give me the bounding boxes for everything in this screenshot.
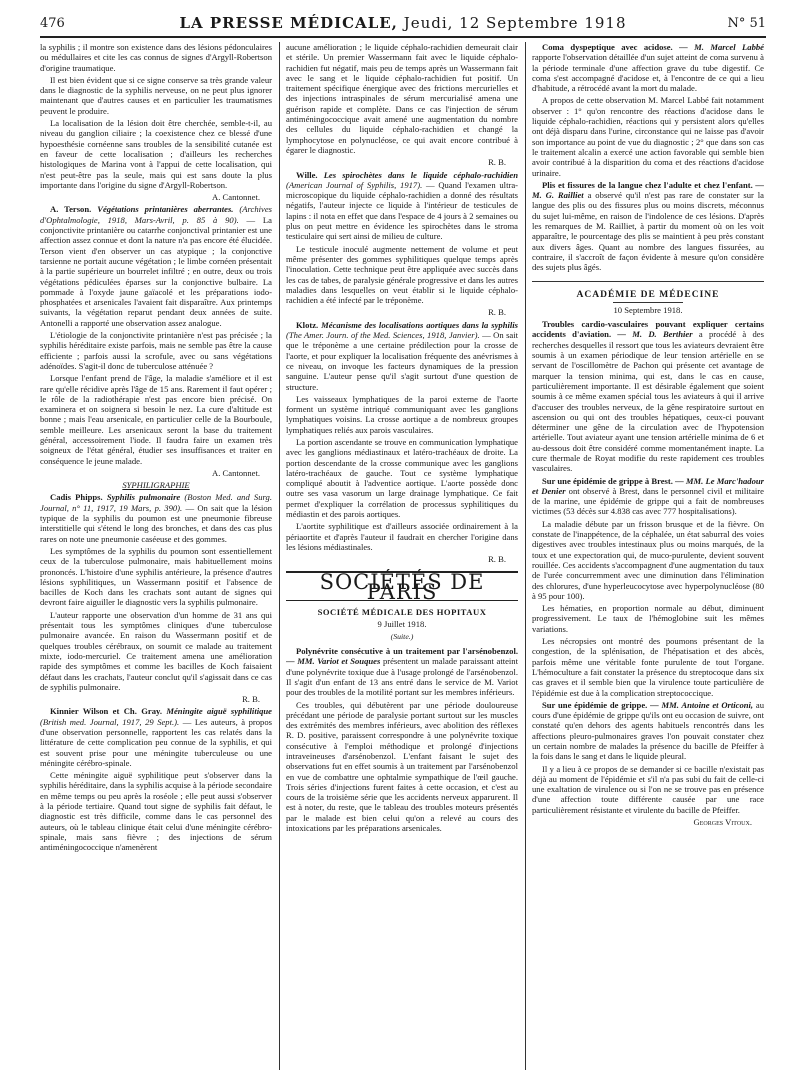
paragraph: L'étiologie de la conjonctivite printanière n'est pas précisée ; la syphilis héréditaire existe parfois, mais ne semble pas être la cause efficiente ; parfois aussi la scrofule, avec ou sans végétations adénoïdes. S'agit-il donc de tuberculose atténuée ? — [40, 330, 272, 371]
article-title: Coma dyspeptique avec acidose. — [542, 42, 673, 52]
article-title: Végétations printanières aberrantes. — [97, 204, 234, 215]
signature: R. B. — [488, 554, 506, 565]
paragraph: Ces troubles, qui débutèrent par une période douloureuse précédant une période de paralysie portant surtout sur les muscles des extrémités des membres inférieurs, avec abolition des réflexes R. D. positive, paraissent correspondre à une polynévrite toxique consécutive à l'emploi méthodique et prolongé d'injections intraveineuses d'arsénobenzol. L'enfant faisant le sujet des observations fut en effet soumis à un traitement par l'arsénobenzol en vue de combattre une ophtalmie sympathique de l'œil gauche. Trois séries d'injections furent faites à cette occasion, et c'est au cours de la troisième série que les accidents nerveux apparurent. Il est à noter, du reste, que le tableau des troubles moteurs présentés par le malade est bien celui qu'on a relevé au cours des intoxications par les préparations arsenicales. — [286, 699, 518, 834]
article-reference: (The Amer. Journ. of the Med. Sciences, 1918, Janvier). — [286, 330, 480, 341]
article-text: ont observé à Brest, dans le personnel civil et militaire de la marine, une épidémie de grippe qui a fait de nombreuses victimes (53 décès sur 4.838 cas avec 777 hospitalisations). — [532, 485, 764, 517]
paragraph: Les nécropsies ont montré des poumons présentant de la congestion, de la splénisation, de l'hépatisation et des abcès, parfois même une véritable fonte purulente de tout l'organe. L'hémoculture a fait constater la présence du streptocoque dans six cas graves et il semble bien que la virulence toute particulière de l'épidémie est due à la complication streptococcique. — [532, 636, 764, 698]
article-title: Mécanisme des localisations aortiques dans la syphilis — [321, 319, 518, 330]
masthead — [40, 14, 766, 32]
session-date: 9 Juillet 1918. — [377, 619, 427, 630]
article-text: a procédé à des recherches desquelles il ressort que tous les aviateurs devraient être soumis à un examen périodique de leur tension artérielle en se servant de l'oscillomètre de Pachon qui présente cet avantage de marquer la tension minima, qui est, dans le cas en cause, particulièrement importante. Il est désirable également que soient soumis à ce même examen spécial tous les aviateurs à qui il arrive d'accuser des troubles nerveux, de la gêne respiratoire surtout en ascension ou qui ont des troubles hépatiques, ceux-ci pouvant déterminer une gêne de la circulation avec de l'hypotension artérielle. Tout aviateur ayant une tension artérielle minima de 6 et au-dessous doit être considéré comme momentanément inapte. La cure thermale de Royat modifie du reste rapidement ces troubles vasculaires. — [532, 329, 764, 474]
page-header — [40, 14, 766, 34]
article-klotz — [286, 320, 518, 392]
column-2 — [286, 42, 518, 1070]
article-title: Polynévrite consécutive à un traitement par l'arsénobenzol. — [296, 646, 518, 657]
societies-banner: SOCIÉTÉS DE PARIS — [286, 571, 518, 602]
article-author: — M. G. Railliet — [532, 179, 764, 201]
article-wille — [286, 170, 518, 242]
paragraph: Les symptômes de la syphilis du poumon sont essentiellement ceux de la tuberculose pulmonaire, mais habituellement moins prononcés. L'histoire d'une syphilis antérieure, la présence d'autres lésions syphilitiques, un Wassermann positif et l'absence de bacilles de Koch dans les crachats sont autant de signes qui devront faire aiguiller le diagnostic vers la syphilis pulmonaire. — [40, 545, 272, 608]
session-date: 10 Septembre 1918. — [613, 304, 683, 315]
paragraph: La portion ascendante se trouve en communication lymphatique avec les ganglions médiastinaux et latéro-trachéaux de droite. La portion descendante de la crosse communique avec les ganglions latéro-trachéaux de gauche. Tout ce système lymphatique compliqué aboutit à l'adventice aortique. L'aorte possède donc outre ses vasa vasorum un large drainage lymphatique. Ce fait permet d'expliquer la corrélation de processus syphilitiques du médiastin et des parois aortiques. — [286, 436, 518, 520]
article-text: — On sait que le tréponème a une certaine prédilection pour la crosse de l'aorte, et pour expliquer la localisation fréquente des anévrismes à ce niveau, on invoque les facteurs dynamiques de la pression sanguine. L'auteur pense qu'il s'agit surtout d'une question de structure. — [286, 330, 518, 392]
paragraph: Les vaisseaux lymphatiques de la paroi externe de l'aorte forment un système intriqué communiquant avec les ganglions lymphatiques voisins. La crosse aortique a de nombreux groupes lymphatiques reliés aux parois vasculaires. — [286, 393, 518, 435]
signature: Georges Vitoux. — [693, 817, 752, 828]
paragraph: Il est bien évident que si ce signe conserve sa très grande valeur dans le diagnostic de la syphilis nerveuse, on ne peut plus ignorer maintenant que d'autres causes et en particulier les traumatismes peuvent le produire. — [40, 74, 272, 116]
article-author: Klotz. — [296, 319, 319, 330]
paragraph: Il y a lieu à ce propos de se demander si ce bacille n'existait pas déjà au moment de l'épidémie et s'il n'a pas subi du fait de celle-ci une exaltation de virulence ou si l'on ne se trouve pas en présence d'une affection toute différente causée par une race particulièrement résistante et virulente du bacille de Pfeiffer. — [532, 763, 764, 815]
article-text: — La conjonctivite printanière ou catarrhe conjonctival printanier est une affection assez connue et dont la nature n'a pas encore été élucidée. Terson vient d'en observer un cas atypique ; la conjonctive tarsienne ne portait aucune végétation ; le limbe cornéen présentait à la partie supérieure un bourrelet infiltré ; en outre, deux ou trois végétations pédiculées éparses sur la conjonctive bulbaire. La pommade à l'oxyde jaune gaïacolé et les préparations iodo-phosphatées et arsenicales l'avaient fait disparaître. Aux printemps suivants, la végétation reparut pendant deux années de suite. Antonelli a rapporté une observation assez analogue. — [40, 214, 272, 328]
academy-rule — [613, 302, 683, 303]
article-title: Plis et fissures de la langue chez l'adulte et chez l'enfant. — [542, 179, 753, 190]
article-text: — Quand l'examen ultra-microscopique du liquide céphalo-rachidien a donné des résultats négatifs, l'auteur injecte ce liquide à l'intérieur de testicules de lapins : il nota en effet que dans l'espace de 4 jours à 2 semaines ou plus on peut mettre en évidence les spirochètes dans le stroma testiculaire qui sert ainsi de milieu de culture. — [286, 179, 518, 242]
signature: A. Cantonnet. — [212, 467, 260, 478]
academy-title: ACADÉMIE DE MÉDECINE — [576, 289, 720, 300]
column-divider — [279, 42, 280, 1070]
issue-date: Jeudi, 12 Septembre 1918 — [403, 14, 627, 32]
article-author: Kinnier Wilson et Ch. Gray. — [50, 706, 162, 717]
article-title: Sur une épidémie de grippe. — [542, 699, 648, 710]
article-author: — MM. Variot et Souques — [286, 656, 381, 667]
article-author: Cadis Phipps. — [50, 492, 103, 503]
paragraph: La localisation de la lésion doit être cherchée, semble-t-il, au niveau du ganglion ciliaire ; la coexistence chez ce blessé d'une hypoesthésie cornéenne sans troubles de la sensibilité cutanée est en faveur de cette localisation ; d'ailleurs les recherches histologiques de Marina vont à l'appui de cette localisation, qui n'est peut-être pas la seule, mais qui est sans doute la plus importante dans l'origine du signe d'Argyll-Robertson. — [40, 118, 272, 190]
signature: R. B. — [242, 694, 260, 705]
article-grippe — [532, 700, 764, 762]
article-cardio — [532, 319, 764, 473]
society-name: SOCIÉTÉ MÉDICALE DES HOPITAUX — [317, 607, 487, 618]
signature: A. Cantonnet. — [212, 192, 260, 203]
article-title: Les spirochètes dans le liquide céphalo-rachidien — [323, 169, 518, 180]
article-text: — Les auteurs, à propos d'une observation personnelle, rapportent les cas relatés dans la littérature de cette complication peu connue de la syphilis, et qui est souvent prise pour une méningite tuberculeuse ou une méningite cérébro-spinale. — [40, 716, 272, 768]
signature: R. B. — [488, 157, 506, 168]
article-plis — [532, 180, 764, 273]
article-author: Wille. — [296, 169, 318, 180]
header-rule — [40, 36, 766, 38]
article-text: — On sait que la lésion typique de la syphilis du poumon est une pneumonie fibreuse interstitielle qui s'étend le long des bronches, et dans des cas plus rares on note une pneumonie caséeuse et des gommes. — [40, 502, 272, 544]
paragraph: la syphilis ; il montre son existence dans des lésions pédonculaires ou médullaires et cite les cas connus de signes d'Argyll-Robertson d'origine traumatique. — [40, 42, 272, 73]
paragraph: L'auteur rapporte une observation d'un homme de 31 ans qui présentait tous les symptômes cliniques d'une tuberculose pulmonaire avancée. En raison du Wassermann positif et de quelques troubles cérébraux, on soumit ce malade au traitement mixte, iodo-mercuriel. Ce traitement amena une amélioration rapide des symptômes et comme les bacilles de Koch faisaient défaut dans les crachats, l'auteur conclut qu'il s'agissait dans ce cas de syphilis pulmonaire. — [40, 609, 272, 692]
article-title: Troubles cardio-vasculaires pouvant expliquer certains accidents d'aviation. — [532, 319, 764, 340]
paragraph: Le testicule inoculé augmente nettement de volume et peut même présenter des gommes syphilitiques quelque temps après l'inoculation. Cette technique peut être appliquée avec succès dans les cas de tabes, de paralysie générale progressive et dans les autres maladies dans lesquelles on veut établir si le liquide céphalo-rachidien a été infecté par le tréponème. — [286, 243, 518, 306]
article-text: au cours d'une épidémie de grippe qu'ils ont eu occasion de suivre, ont constaté qu'en dehors des agents habituels rencontrés dans les affections pleuro-pulmonaires graves l'on pouvait constater chez un certain nombre de malades la présence du bacille de Pfeiffer à la fois dans le sang et dans le liquide pleural. — [532, 699, 764, 762]
article-text: a observé qu'il n'est pas rare de constater sur la langue des plis ou des fissures plus ou moins discrets, méconnus du sujet lui-même, en raison de l'indolence de ces lésions. D'après les remarques de M. Railliet, à partir du moment où on les voit apparaître, le pourcentage des plis se maintient à peu près constant aux divers âges. Quant au nombre des langues fissurées, au contraire, il s'accroît de façon évidente à mesure qu'on considère des sujets plus âgés. — [532, 190, 764, 273]
paragraph: La maladie débute par un frisson brusque et de la fièvre. On constate de l'inappétence, de la céphalée, un état saburral des voies digestives avec troubles intestinaux plus ou moins marqués, de la toux et une expectoration qui, de muco-purulente, devient souvent rouillée. Ces accidents s'accompagnent d'une augmentation du taux de l'urée concurremment avec une diminution dans l'élimination des chlorures, d'une hyperleucocytose avec hyperpolynucléose (80 à 95 pour 100). — [532, 518, 764, 601]
article-coma — [532, 42, 764, 93]
article-author: — MM. Antoine et Orticoni, — [650, 699, 754, 710]
article-reference: (British med. Journal, 1917, 29 Sept.). — [40, 716, 180, 727]
article-author: A. Terson. — [50, 204, 92, 215]
article-terson — [40, 204, 272, 328]
article-title: Méningite aiguë syphilitique — [166, 706, 272, 717]
journal-name: LA PRESSE MÉDICALE, — [179, 14, 398, 32]
article-cadis — [40, 492, 272, 543]
issue-number: N° 51 — [727, 16, 766, 31]
column-3 — [532, 42, 764, 1070]
continued-marker: (Suite.) — [390, 631, 414, 641]
article-text: rapporte l'observation détaillée d'un sujet atteint de coma survenu à la période terminale d'une affection grave du tube digestif. Ce coma s'est accompagné d'acidose et, à l'encontre de ce qui a lieu d'habitude, a rétrocédé avant la mort du malade. — [532, 52, 764, 94]
article-kinnier — [40, 706, 272, 768]
paragraph: Les hématies, en proportion normale au début, diminuent progressivement. Le taux de l'hémoglobine suit les mêmes variations. — [532, 603, 764, 634]
article-title: Syphilis pulmonaire — [106, 492, 181, 503]
section-heading: SYPHILIGRAPHIE — [122, 480, 190, 491]
column-divider — [525, 42, 526, 1070]
paragraph: L'aortite syphilitique est d'ailleurs associée ordinairement à la périaortite et d'après l'auteur il faudrait en chercher l'origine dans les lésions médiastinales. — [286, 521, 518, 552]
article-reference: (Boston Med. and Surg. Journal, n° 11, 1917, 19 Mars, p. 390). — [40, 492, 272, 513]
article-reference: (American Journal of Syphilis, 1917). — [286, 179, 423, 190]
paragraph: aucune amélioration ; le liquide céphalo-rachidien demeurait clair et stérile. Un premier Wassermann fait avec le liquide céphalo-rachidien fut négatif, mais peu de temps après un Wassermann fait avec le sang et le liquide céphalo-rachidien fut positif. Un traitement spécifique énergique avec des frictions mercurielles et des injections intraspinales de sérum mercurialisé amena une guérison rapide et complète. Dans ce cas l'injection de sérum antiméningococcique avait amené une augmentation du nombre des cellules du liquide céphalo-rachidien et changé la lymphocytose en polynucléose, ce qui avait encore contribué à égarer le diagnostic. — [286, 42, 518, 155]
article-brest — [532, 476, 764, 517]
article-author: — MM. Le Marc'hadour et Denier — [532, 475, 764, 496]
article-title: Sur une épidémie de grippe à Brest. — [542, 475, 673, 486]
column-1 — [40, 42, 272, 1070]
article-text: présentent un malade paraissant atteint d'une polynévrite toxique due à l'usage prolongé de l'arsénobenzol. Il s'agit d'un enfant de 13 ans entré dans le service de M. Variot pour des troubles de la motilité portant sur les membres inférieurs. — [286, 656, 518, 698]
paragraph: A propos de cette observation M. Marcel Labbé fait notamment observer : 1° qu'on rencontre des réactions d'acidose dans le liquide céphalo-rachidien, réactions qui y persistent alors qu'elles ont déjà disparu dans l'urine, circonstance qui ne laisse pas d'avoir son importance au point de vue du diagnostic ; 2° que dans son cas le traitement alcalin a exercé une action favorable qui semble bien avoir contribué à la disparition du coma et des réactions d'acidose urinaire. — [532, 95, 764, 178]
academy-heading — [532, 281, 764, 303]
article-author: — M. Marcel Labbé — [679, 42, 764, 52]
paragraph: Lorsque l'enfant prend de l'âge, la maladie s'améliore et il est rare qu'elle récidive après l'âge de 15 ans. Rarement il faut opérer ; le rôle de la radiothérapie n'est pas encore bien précisé. On examinera et on soignera si besoin le nez. La cure d'altitude est bonne ; mais l'eau arsenicale, en particulier celle de la Bourboule, semble meilleure. Les arsenicaux seront la base du traitement général, accessoirement l'iode. Il faudra faire un examen très soigneux de l'état général, étudier ses insuffisances et traiter en conséquence le jeune malade. — [40, 373, 272, 466]
page-number: 476 — [40, 16, 65, 31]
article-reference: (Archives d'Ophtalmologie, 1918, Mars-Avril, p. 85 à 90). — [40, 204, 272, 225]
paragraph: Cette méningite aiguë syphilitique peut s'observer dans la syphilis héréditaire, dans la syphilis acquise à la période secondaire en même temps ou peu après la roséole ; elle peut aussi s'observer à la période tertiaire. Quand tout signe de syphilis fait défaut, le diagnostic est très difficile, comme dans le cas personnel des auteurs, où le tableau clinique était celui d'une méningite cérébro-spinale, mais sans fièvre ; des injections de sérum antiméningococcique n'amenèrent — [40, 770, 272, 853]
article-author: — M. D. Berthier — [617, 329, 693, 340]
article-polynevrite — [286, 646, 518, 697]
signature: R. B. — [488, 307, 506, 318]
